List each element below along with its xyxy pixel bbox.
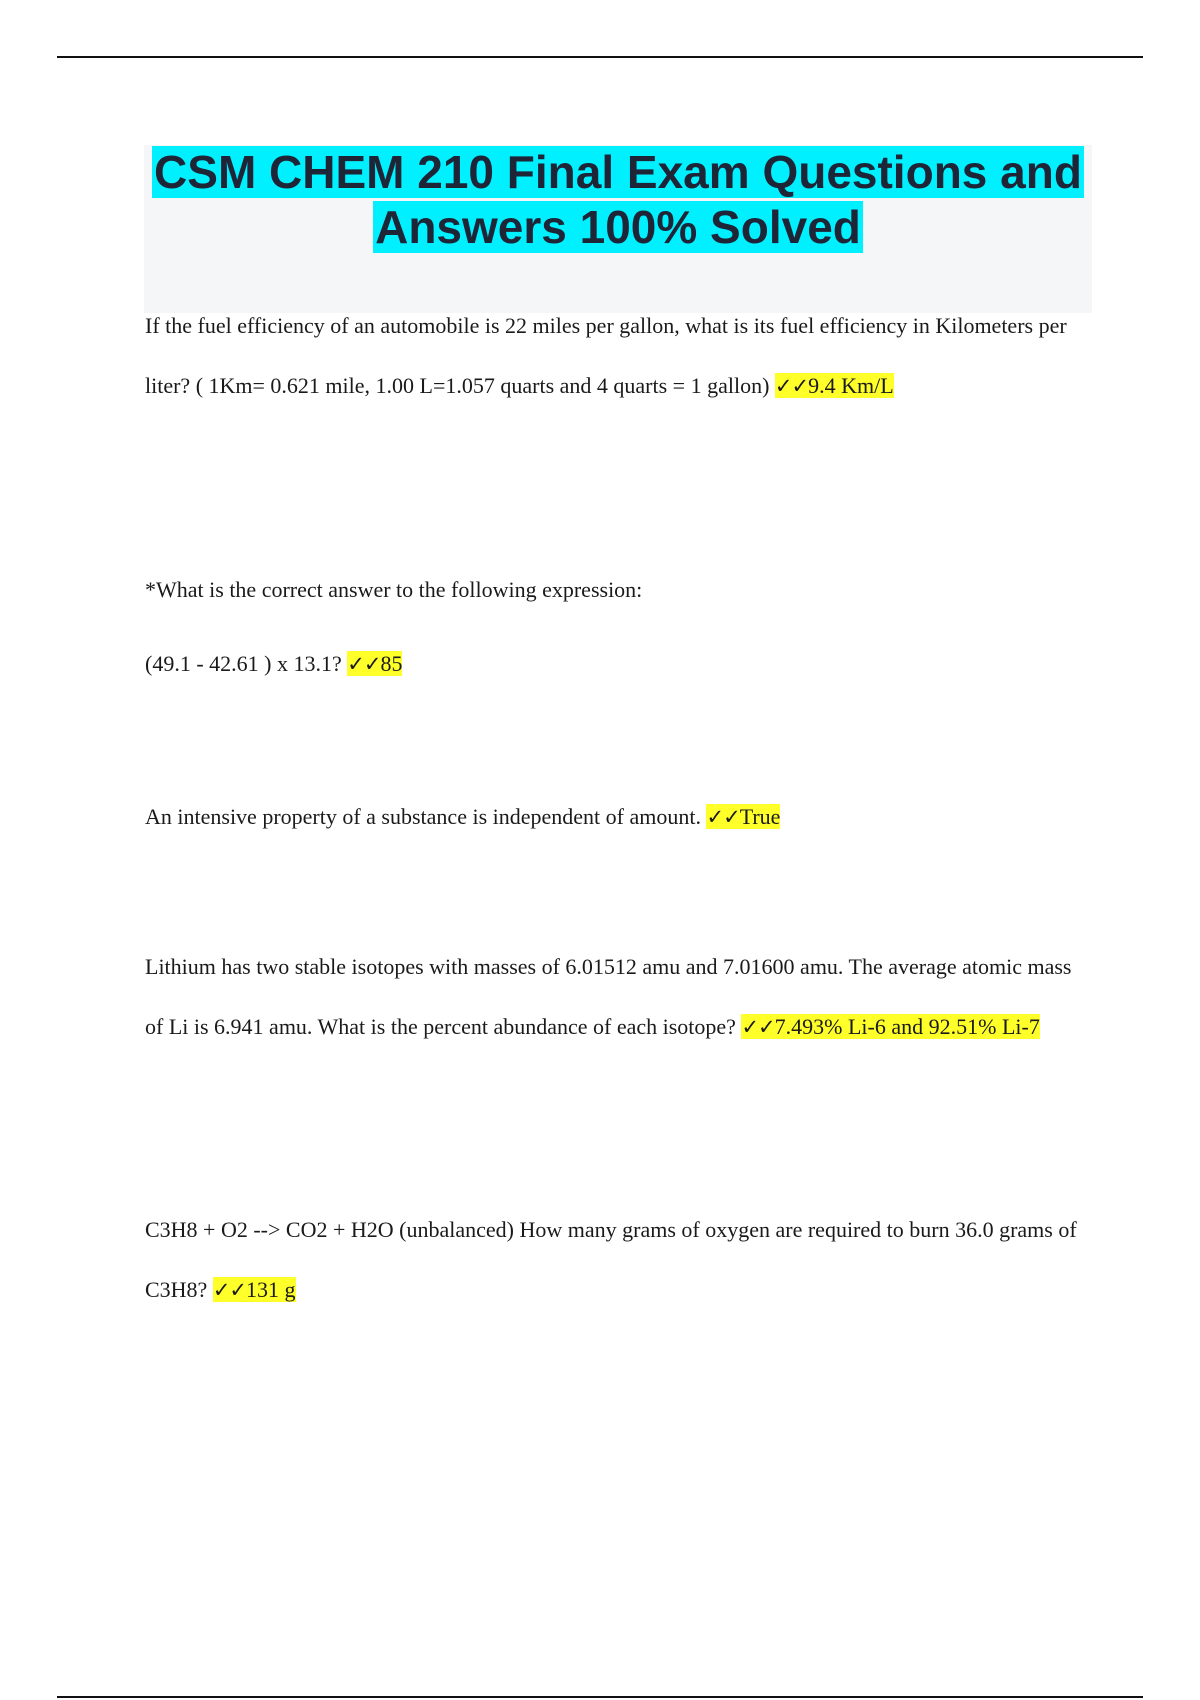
question-2 xyxy=(145,560,1085,620)
answer-highlight xyxy=(775,373,894,398)
check-mark-icon: ✓✓ xyxy=(741,1015,775,1039)
footer-rule xyxy=(57,1696,1143,1698)
question-text: C3H8 + O2 --> CO2 + H2O (unbalanced) How many grams of oxygen are required to burn 36.0 grams of C3H8? xyxy=(145,1217,1077,1302)
question-4 xyxy=(145,937,1085,1057)
answer-highlight xyxy=(347,651,402,676)
question-text: (49.1 - 42.61 ) x 13.1? xyxy=(145,651,342,676)
question-1 xyxy=(145,296,1085,416)
answer-text: 85 xyxy=(380,651,403,676)
document-title: CSM CHEM 210 Final Exam Questions and Answers 100% Solved xyxy=(154,146,1082,253)
answer-text: True xyxy=(739,804,781,829)
answer-text: 7.493% Li-6 and 92.51% Li-7 xyxy=(774,1014,1040,1039)
answer-highlight xyxy=(741,1014,1039,1039)
answer-text: 9.4 Km/L xyxy=(808,373,894,398)
check-mark-icon: ✓✓ xyxy=(774,374,809,398)
answer-highlight xyxy=(706,804,780,829)
question-2-expression xyxy=(145,634,1085,694)
check-mark-icon: ✓✓ xyxy=(347,652,381,676)
header-rule xyxy=(57,56,1143,58)
answer-highlight xyxy=(213,1277,296,1302)
check-mark-icon: ✓✓ xyxy=(212,1278,247,1302)
question-text: Lithium has two stable isotopes with masses of 6.01512 amu and 7.01600 amu. The average atomic mass of Li is 6.941 amu. What is the percent abundance of each isotope? xyxy=(145,954,1072,1039)
question-3 xyxy=(145,787,1085,847)
check-mark-icon: ✓✓ xyxy=(706,805,740,829)
title-banner xyxy=(144,145,1092,313)
answer-text: 131 g xyxy=(246,1277,296,1302)
question-text: An intensive property of a substance is independent of amount. xyxy=(145,804,701,829)
question-5 xyxy=(145,1200,1085,1320)
question-text: *What is the correct answer to the following expression: xyxy=(145,577,643,602)
question-text: If the fuel efficiency of an automobile is 22 miles per gallon, what is its fuel efficiency in Kilometers per liter? ( 1Km= 0.621 mile, 1.00 L=1.057 quarts and 4 quarts = 1 gallon) xyxy=(145,313,1067,398)
